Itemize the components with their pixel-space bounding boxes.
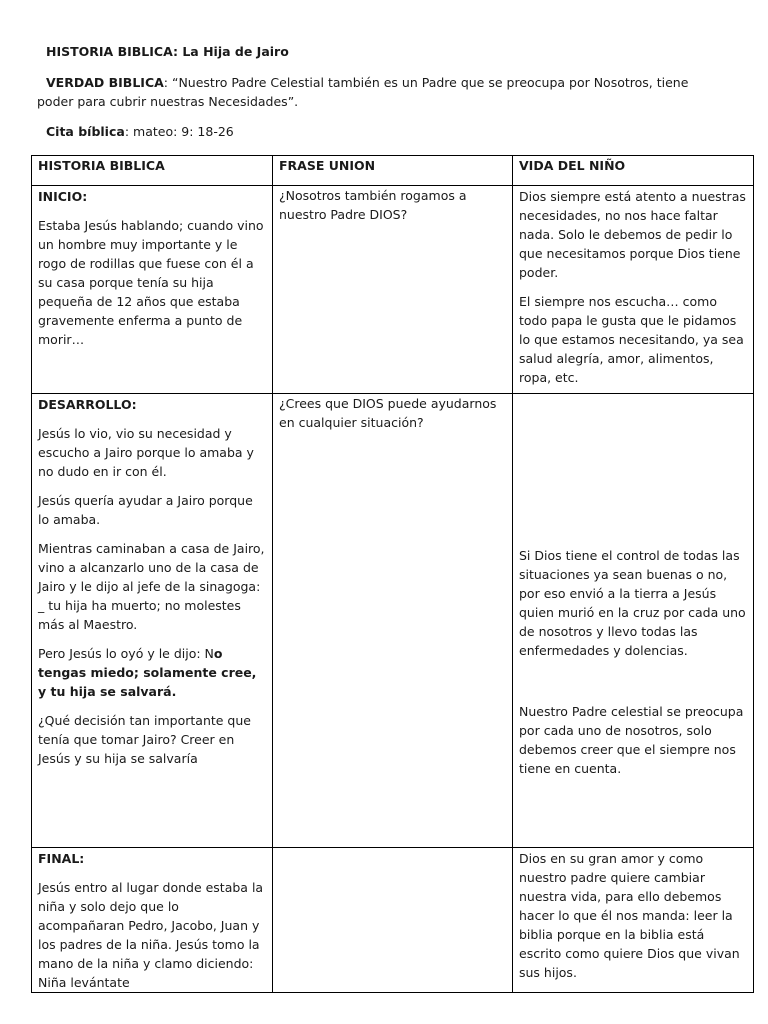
desarrollo-vida-cell xyxy=(513,394,754,848)
inicio-label: INICIO: xyxy=(38,189,88,204)
table-header-row xyxy=(32,156,754,186)
desarrollo-historia-text-4 xyxy=(38,644,266,701)
header-frase: FRASE UNION xyxy=(279,158,376,173)
desarrollo-frase-cell xyxy=(273,394,513,848)
inicio-vida-cell xyxy=(513,186,754,394)
final-vida-cell xyxy=(513,848,754,993)
desarrollo-frase-text: ¿Crees que DIOS puede ayudarnos en cualquier situación? xyxy=(279,396,497,430)
desarrollo-vida-text-2: Nuestro Padre celestial se preocupa por cada uno de nosotros, solo debemos creer que el siempre nos tiene en cuenta. xyxy=(519,704,744,776)
biblical-truth-text: : “Nuestro Padre Celestial también es un Padre que se preocupa por Nosotros, tiene poder para cubrir nuestras Necesidades”. xyxy=(37,75,689,109)
story-title xyxy=(46,42,289,61)
header-cell-vida xyxy=(513,156,754,186)
header-cell-frase xyxy=(273,156,513,186)
final-vida-text: Dios en su gran amor y como nuestro padre quiere cambiar nuestra vida, para ello debemos hacer lo que él nos manda: leer la biblia porque en la biblia está escrito como quiere Dios que vivan sus hijos. xyxy=(519,851,740,980)
inicio-vida-text-1: Dios siempre está atento a nuestras necesidades, no nos hace faltar nada. Solo le debemos de pedir lo que necesitamos porque Dios tiene poder. xyxy=(519,189,746,280)
desarrollo-historia-text-4-bold: o tengas miedo; solamente cree, y tu hija se salvará. xyxy=(38,646,257,699)
desarrollo-historia-text-5: ¿Qué decisión tan importante que tenía que tomar Jairo? Creer en Jesús y su hija se salvaría xyxy=(38,713,251,766)
table-row-final xyxy=(32,848,754,993)
story-title-value: La Hija de Jairo xyxy=(177,44,289,59)
inicio-historia-text: Estaba Jesús hablando; cuando vino un hombre muy importante y le rogo de rodillas que fuese con él a su casa porque tenía su hija pequeña de 12 años que estaba gravemente enferma a punto de morir… xyxy=(38,218,264,347)
biblical-truth-label: VERDAD BIBLICA xyxy=(46,75,164,90)
desarrollo-historia-text-3: Mientras caminaban a casa de Jairo, vino a alcanzarlo uno de la casa de Jairo y le dijo al jefe de la sinagoga: _ tu hija ha muerto; no molestes más al Maestro. xyxy=(38,541,265,632)
desarrollo-historia-text-1: Jesús lo vio, vio su necesidad y escucho a Jairo porque lo amaba y no dudo en ir con él. xyxy=(38,426,254,479)
final-label: FINAL: xyxy=(38,851,85,866)
final-historia-cell xyxy=(32,848,273,993)
biblical-truth xyxy=(37,73,727,111)
lesson-table xyxy=(31,155,754,993)
desarrollo-label: DESARROLLO: xyxy=(38,397,137,412)
desarrollo-historia-cell xyxy=(32,394,273,848)
desarrollo-historia-text-4-plain: Pero Jesús lo oyó y le dijo: N xyxy=(38,646,214,661)
header-vida: VIDA DEL NIÑO xyxy=(519,158,626,173)
inicio-vida-text-2: El siempre nos escucha… como todo papa le gusta que le pidamos lo que estamos necesitando, ya sea salud alegría, amor, alimentos, ropa, etc. xyxy=(519,294,744,385)
bible-citation-text: : mateo: 9: 18-26 xyxy=(124,124,234,139)
desarrollo-vida-text-1: Si Dios tiene el control de todas las situaciones ya sean buenas o no, por eso envió a la tierra a Jesús quien murió en la cruz por cada uno de nosotros y llevo todas las enfermedades y dolencias. xyxy=(519,548,746,658)
story-title-label: HISTORIA BIBLICA: xyxy=(46,44,178,59)
table-row-inicio xyxy=(32,186,754,394)
desarrollo-historia-text-2: Jesús quería ayudar a Jairo porque lo amaba. xyxy=(38,493,253,527)
header-historia: HISTORIA BIBLICA xyxy=(38,158,165,173)
inicio-historia-cell xyxy=(32,186,273,394)
final-frase-cell xyxy=(273,848,513,993)
table-row-desarrollo xyxy=(32,394,754,848)
inicio-frase-text: ¿Nosotros también rogamos a nuestro Padre DIOS? xyxy=(279,188,467,222)
bible-citation xyxy=(46,122,234,141)
header-cell-historia xyxy=(32,156,273,186)
inicio-frase-cell xyxy=(273,186,513,394)
final-historia-text: Jesús entro al lugar donde estaba la niña y solo dejo que lo acompañaran Pedro, Jacobo, Juan y los padres de la niña. Jesús tomo la mano de la niña y clamo diciendo: Niña levántate xyxy=(38,880,264,990)
bible-citation-label: Cita bíblica xyxy=(46,124,125,139)
